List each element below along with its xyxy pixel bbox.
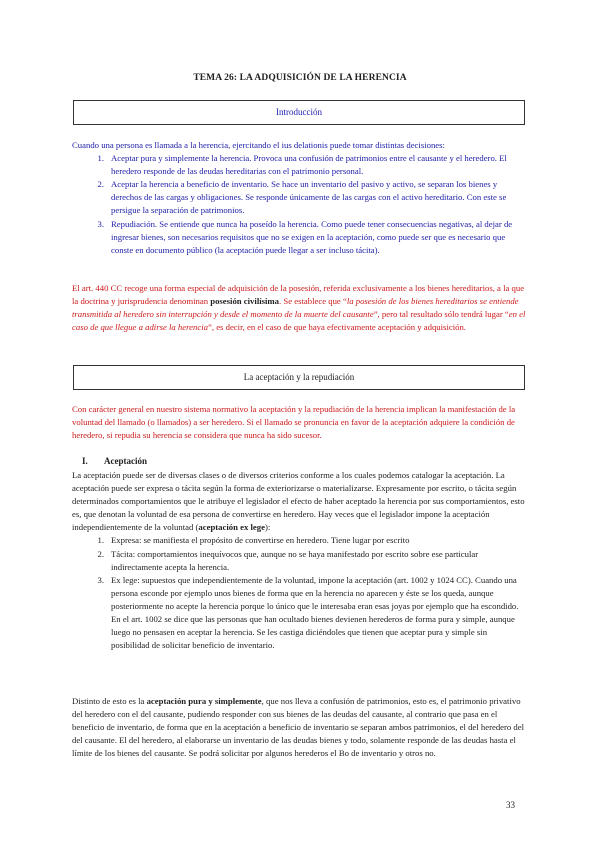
text-span: . Se establece que “ — [279, 296, 347, 307]
list-text: Repudiación. Se entiende que nunca ha poseído la herencia. Como puede tener consecuencias negativas, al dejar de ingresar bienes, son necesarios requisitos que no se exigen en la aceptación, como puede ser que es necesario que conste en documento público (la aceptación puede llegar a ser incluso tácita). — [111, 218, 513, 255]
text-span: Distinto de esto es la — [72, 696, 147, 706]
roman-numeral: I. — [82, 456, 88, 466]
page-number: 33 — [506, 800, 515, 810]
general-paragraph: Con carácter general en nuestro sistema normativo la aceptación y la repudiación de la herencia implican la manifestación de la voluntad del llamado (o llamados) a ser heredero. Si el llamado se pronuncia en favor de la aceptación adquiere la condición de heredero, si repudia su herencia se considera que nunca ha sido sucesor. — [72, 404, 516, 441]
heading-aceptacion — [82, 456, 147, 466]
text-span: ): — [265, 522, 271, 533]
list-item — [90, 574, 526, 613]
aceptacion-types-list — [72, 534, 526, 613]
intro-lead: Cuando una persona es llamada a la herencia, ejercitando el ius delationis puede tomar distintas decisiones: — [72, 140, 445, 150]
text-span: La aceptación puede ser de diversas clases o de diversos criterios conforme a los cuales podemos catalogar la aceptación. La aceptación puede ser expresa o tácita según la forma de exteriorizarse o materializarse. Expresamente por escrito, o tácita según determinados comportamientos que le atribuye el legislador el efecto de haber aceptado la herencia por sus comportamientos, esto es, que denotan la voluntad de esa persona de convertirse en heredero. Hay veces que el legislador impone la aceptación independientemente de la voluntad ( — [72, 470, 525, 533]
italic-quote: la posesión de los bienes hereditarios se entiende transmitida al heredero sin interrupción y desde el momento de la muerte del causante — [72, 296, 519, 320]
text-span: ”, es decir, en el caso de que haya efectivamente aceptación y adquisición. — [208, 322, 466, 333]
bold-term: aceptación pura y simplemente — [146, 696, 262, 706]
list-text: Tácita: comportamientos inequívocos que, aunque no se haya manifestado por escrito sobre ese particular indirectamente acepta la herencia. — [111, 548, 479, 572]
list-item — [90, 534, 526, 547]
text-span: El art. 440 CC recoge una forma especial de adquisición de la posesión, referida exclusivamente a los bienes hereditarios, a la que la doctrina y jurisprudencia denominan — [72, 283, 525, 307]
italic-quote: en el caso de que llegue a adirse la herencia — [72, 309, 526, 333]
list-number: 3. — [97, 218, 104, 229]
intro-options-list — [72, 152, 526, 257]
art-1002-paragraph: En el art. 1002 se dice que las personas que han ocultado bienes devienen herederos de forma pura y simple, aunque luego no pensasen en aceptar la herencia. Se les castiga diciéndoles que tienen que aceptar pura y simple sin posibilidad de solicitar beneficio de inventario. — [111, 614, 515, 651]
list-number: 1. — [97, 535, 104, 546]
list-number: 3. — [97, 574, 104, 585]
section-box-introduccion: Introducción — [73, 100, 525, 125]
list-number: 2. — [97, 179, 104, 190]
list-number: 1. — [97, 153, 104, 164]
pura-simple-paragraph — [72, 695, 526, 760]
posesion-civilisima-paragraph — [72, 282, 526, 334]
bold-term: aceptación ex lege — [198, 522, 265, 533]
list-item — [90, 548, 526, 574]
list-item — [90, 152, 526, 178]
aceptacion-paragraph — [72, 469, 526, 534]
text-span: , que nos lleva a confusión de patrimonios, esto es, el patrimonio privativo del heredero con el del causante, pudiendo responder con sus bienes de las deudas del causante, al contrario que pasa en el beneficio de inventario, de forma que en la aceptación a beneficio de inventario se separan ambos patrimonios, el del heredero del del causante. El del heredero, al elaborarse un inventario de las deudas bienes y todo, solamente responde de las deudas hasta el límite de los bienes del causante. Se podrá solicitar por algunos herederos el Bo de inventario y otros no. — [72, 696, 525, 759]
list-text: Aceptar la herencia a beneficio de inventario. Se hace un inventario del pasivo y activo, se separan los bienes y derechos de las cargas y obligaciones. Se responde únicamente de las cargas con el activo hereditario. Con este se persigue la separación de patrimonios. — [111, 179, 507, 216]
list-text: Expresa: se manifiesta el propósito de convertirse en heredero. Tiene lugar por escrito — [111, 535, 410, 546]
heading-text: Aceptación — [104, 456, 147, 466]
bold-term: posesión civilísima — [210, 296, 280, 307]
list-text: Aceptar pura y simplemente la herencia. Provoca una confusión de patrimonios entre el causante y el heredero. El heredero responde de las deudas hereditarias con el patrimonio personal. — [111, 153, 507, 177]
section-box-aceptacion-repudiacion: La aceptación y la repudiación — [73, 365, 525, 390]
list-text: Ex lege: supuestos que independientemente de la voluntad, impone la aceptación (art. 1002 y 1024 CC). Cuando una persona esconde por ejemplo unos bienes de forma que en la herencia no aparecen y éste se los queda, aunque posteriormente no acepte la herencia porque lo único que le interesaba eran esas joyas por ejemplo que ha escondido. — [111, 574, 519, 611]
aceptacion-body — [72, 469, 526, 652]
list-number: 2. — [97, 548, 104, 559]
list-item — [90, 178, 526, 217]
text-span: ”, pero tal resultado sólo tendrá lugar “ — [373, 309, 509, 320]
list-item — [90, 218, 526, 257]
page-title: TEMA 26: LA ADQUISICIÓN DE LA HERENCIA — [193, 73, 407, 83]
intro-paragraph — [72, 139, 526, 257]
